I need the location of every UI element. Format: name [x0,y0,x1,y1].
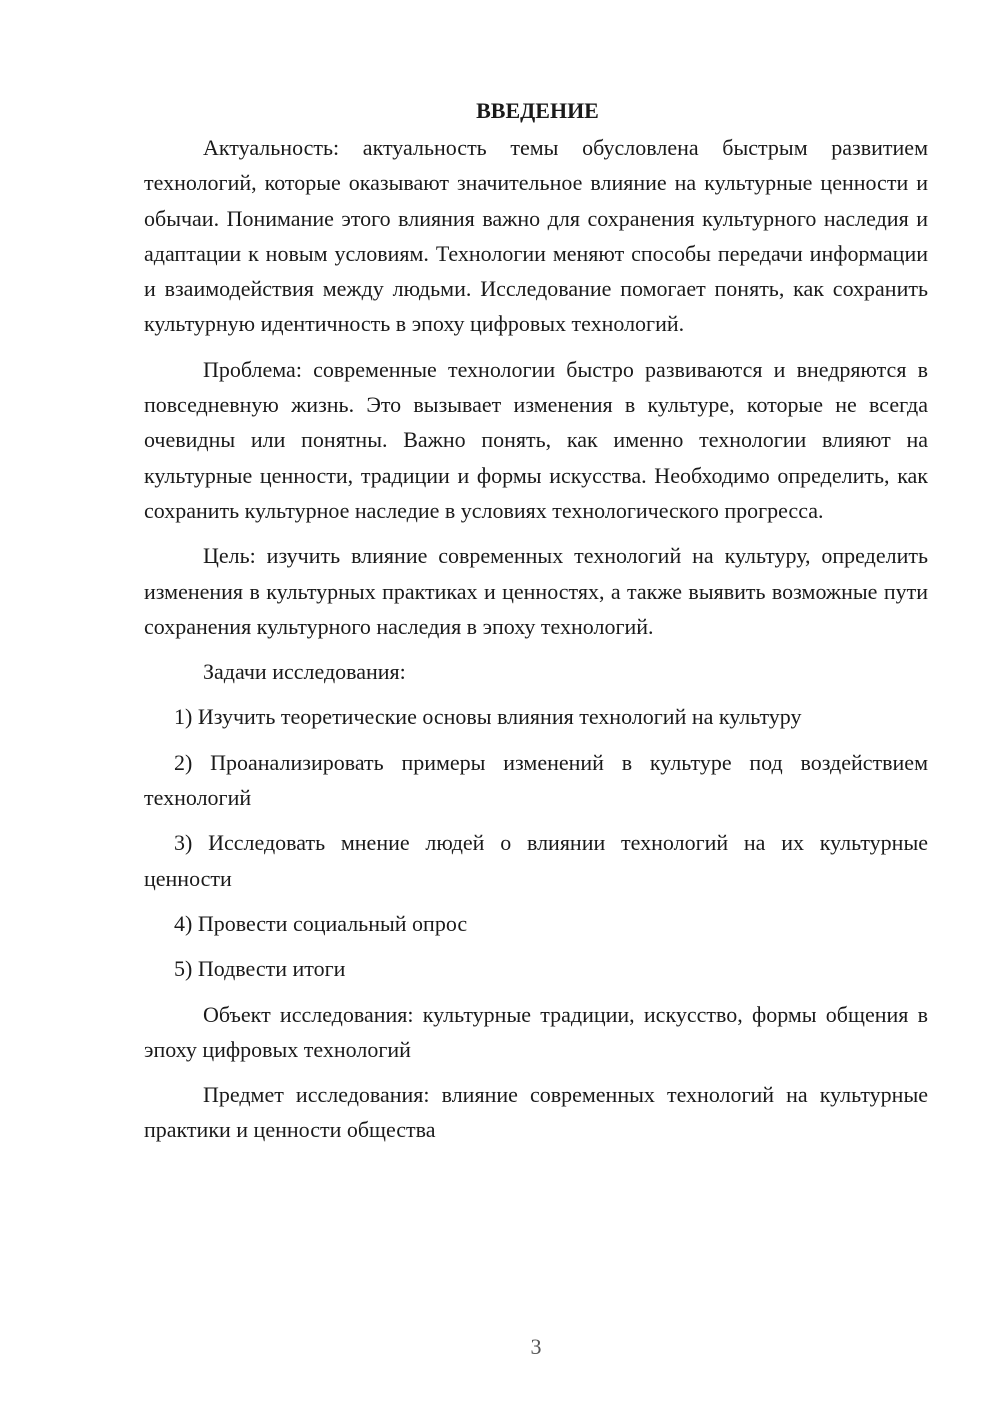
section-heading: ВВЕДЕНИЕ [476,98,599,123]
page-number: 3 [530,1334,542,1359]
task-item-2: 2) Проанализировать примеры изменений в культуре под воздействием технологий [144,749,928,811]
paragraph-subject: Предмет исследования: влияние современных технологий на культурные практики и ценности общества [144,1082,928,1143]
document-page [144,96,928,1158]
tasks-heading: Задачи исследования: [203,659,406,685]
paragraph-relevance: Актуальность: актуальность темы обусловлена быстрым развитием технологий, которые оказывают значительное влияние на культурные ценности и обычаи. Понимание этого влияния важно для сохранения культурного наследия и адаптации к новым условиям. Технологии меняют способы передачи информации и взаимодействия между людьми. Исследование помогает понять, как сохранить культурную идентичность в эпоху цифровых технологий. [144,135,928,337]
paragraph-goal: Цель: изучить влияние современных технологий на культуру, определить изменения в культурных практиках и ценностях, а также выявить возможные пути сохранения культурного наследия в эпоху технологий. [144,543,928,639]
task-item-4: 4) Провести социальный опрос [174,910,468,936]
task-item-5: 5) Подвести итоги [174,956,346,982]
paragraph-problem: Проблема: современные технологии быстро развиваются и внедряются в повседневную жизнь. Это вызывает изменения в культуре, которые не всегда очевидны или понятны. Важно понять, как именно технологии влияют на культурные ценности, традиции и формы искусства. Необходимо определить, как сохранить культурное наследие в условиях технологического прогресса. [144,356,928,523]
task-item-3: 3) Исследовать мнение людей о влиянии технологий на их культурные ценности [144,830,928,891]
task-item-1: 1) Изучить теоретические основы влияния технологий на культуру [174,704,802,730]
paragraph-object: Объект исследования: культурные традиции, искусство, формы общения в эпоху цифровых технологий [144,1001,928,1062]
